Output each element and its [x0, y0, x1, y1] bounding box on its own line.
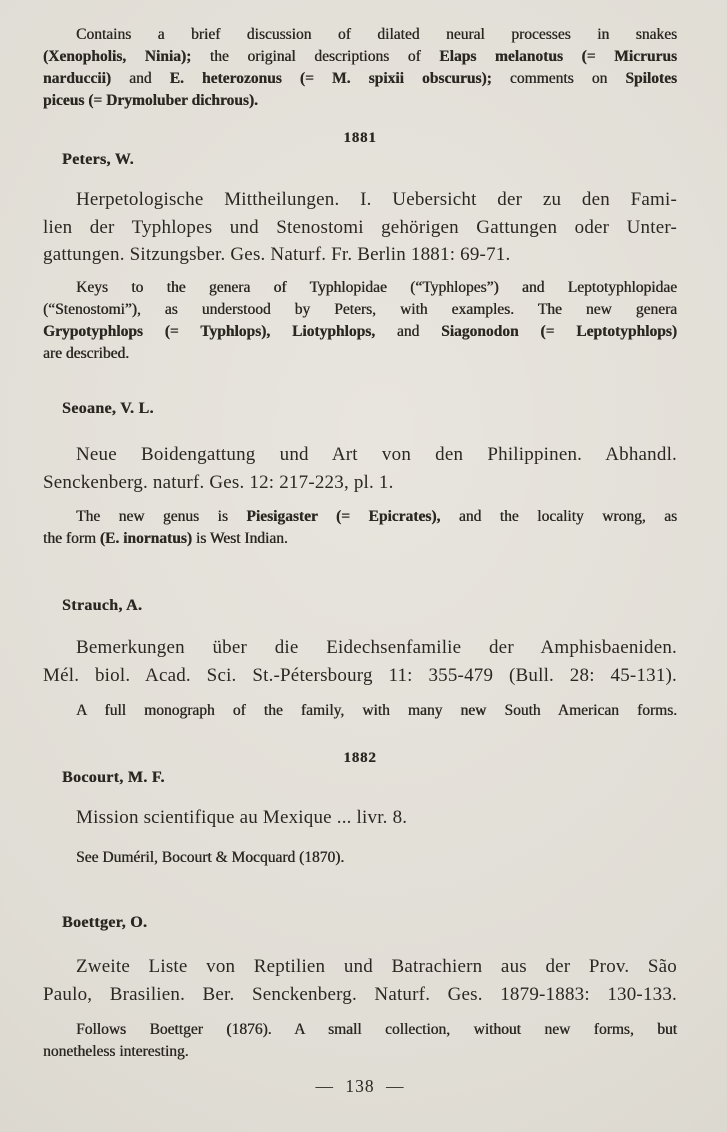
text-line: are described. [43, 345, 130, 362]
text-line: Senckenberg. naturf. Ges. 12: 217-223, pl. 1. [43, 471, 394, 493]
text-line: lien der Typhlopes und Stenostomi gehörigen Gattungen oder Unter- [43, 216, 677, 238]
author-heading: Peters, W. [62, 151, 134, 168]
year-heading: 1881 [343, 130, 377, 146]
text-line: nonetheless interesting. [43, 1043, 189, 1060]
author-heading: Seoane, V. L. [62, 400, 154, 417]
reference-entry [43, 441, 677, 496]
text-line: (Xenopholis, Ninia); the original descriptions of Elaps melanotus (= Micrurus [43, 48, 677, 65]
annotation-note [43, 700, 677, 722]
text-line: Paulo, Brasilien. Ber. Senckenberg. Naturf. Ges. 1879-1883: 130-133. [43, 983, 677, 1005]
text-line: Mission scientifique au Mexique ... livr. 8. [76, 807, 408, 828]
annotation-note [43, 1019, 677, 1063]
annotation-note [43, 847, 677, 869]
text-line: A full monograph of the family, with many new South American forms. [76, 702, 677, 719]
text-line: narduccii) and E. heterozonus (= M. spixii obscurus); comments on Spilotes [43, 70, 677, 87]
reference-entry [43, 634, 677, 689]
reference-entry [43, 804, 677, 832]
annotation-note [43, 506, 677, 550]
annotation-note [43, 277, 677, 365]
reference-entry [43, 953, 677, 1008]
text-line: Neue Boidengattung und Art von den Philippinen. Abhandl. [76, 444, 677, 465]
author-heading: Bocourt, M. F. [62, 769, 165, 786]
text-line: the form (E. inornatus) is West Indian. [43, 530, 288, 547]
text-line: (“Stenostomi”), as understood by Peters, with examples. The new genera [43, 301, 677, 318]
text-line: Keys to the genera of Typhlopidae (“Typhlopes”) and Leptotyphlopidae [76, 279, 677, 296]
page-number: — 138 — [315, 1076, 405, 1096]
text-line: Follows Boettger (1876). A small collection, without new forms, but [76, 1021, 677, 1038]
text-line: Bemerkungen über die Eidechsenfamilie der Amphisbaeniden. [76, 637, 677, 658]
text-line: Contains a brief discussion of dilated neural processes in snakes [76, 26, 677, 43]
text-line: The new genus is Piesigaster (= Epicrates), and the locality wrong, as [76, 508, 677, 525]
text-line: gattungen. Sitzungsber. Ges. Naturf. Fr. Berlin 1881: 69-71. [43, 244, 511, 265]
annotation-note [43, 24, 677, 112]
text-line: Herpetologische Mittheilungen. I. Uebersicht der zu den Fami- [76, 189, 677, 210]
reference-entry [43, 186, 677, 269]
year-heading: 1882 [343, 750, 377, 766]
author-heading: Strauch, A. [62, 597, 143, 614]
text-line: piceus (= Drymoluber dichrous). [43, 92, 258, 109]
text-line: See Duméril, Bocourt & Mocquard (1870). [76, 849, 345, 866]
author-heading: Boettger, O. [62, 914, 148, 931]
text-line: Zweite Liste von Reptilien und Batrachiern aus der Prov. São [76, 956, 677, 977]
text-line: Mél. biol. Acad. Sci. St.-Pétersbourg 11: 355-479 (Bull. 28: 45-131). [43, 664, 677, 686]
text-line: Grypotyphlops (= Typhlops), Liotyphlops, and Siagonodon (= Leptotyphlops) [43, 323, 677, 340]
